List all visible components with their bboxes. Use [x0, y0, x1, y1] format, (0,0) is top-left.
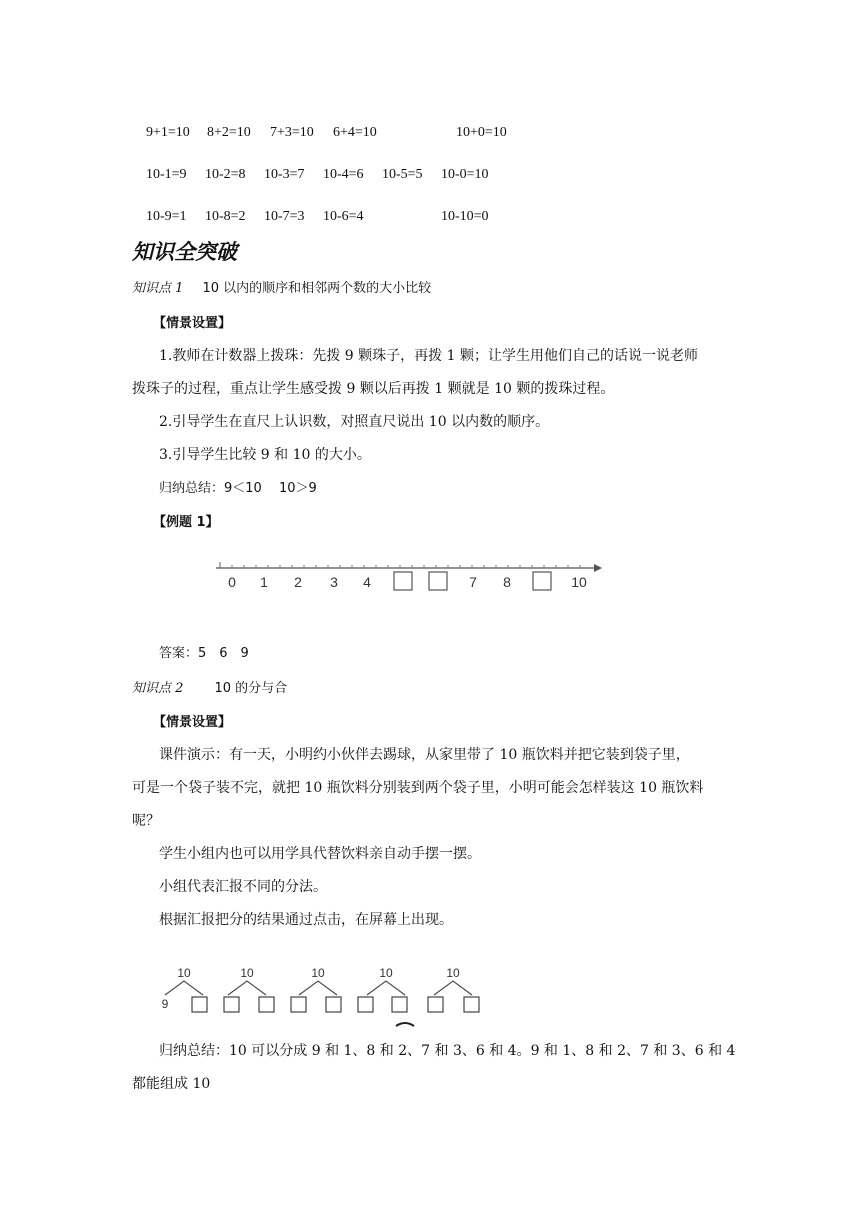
kp2-paragraph-1-line-2: 可是一个袋子装不完，就把 10 瓶饮料分别装到两个袋子里，小明可能会怎样装这 10 瓶饮料: [132, 780, 704, 796]
scan-artifact: [396, 1023, 414, 1026]
kp2-paragraph-1-line-3: 呢？: [132, 813, 160, 829]
kp1-scenario-title: 【情景设置】: [153, 316, 232, 331]
number-line-label: 1: [260, 574, 268, 590]
kp1-paragraph-3: 3.引导学生比较 9 和 10 的大小。: [159, 447, 371, 463]
equation: 8+2=10: [207, 125, 251, 140]
number-line-ticks: [220, 562, 580, 568]
number-line-label: 7: [469, 574, 477, 590]
tree-branches: [165, 981, 203, 995]
tree-part-box: [392, 997, 407, 1012]
kp2-summary-label: 归纳总结：: [159, 1043, 229, 1059]
kp2-summary-text: 10 可以分成 9 和 1、8 和 2、7 和 3、6 和 4。9 和 1、8 和 2、7 和 3、6 和 4: [229, 1043, 736, 1059]
kp1-title: 10 以内的顺序和相邻两个数的大小比较: [202, 281, 432, 296]
number-line-label: 3: [330, 574, 338, 590]
kp1-paragraph-2: 2.引导学生在直尺上认识数，对照直尺说出 10 以内数的顺序。: [159, 414, 550, 430]
tree-top-number: 10: [446, 966, 460, 980]
tree-branches: [434, 981, 472, 995]
equation: 10-6=4: [323, 209, 364, 224]
equation: 10-4=6: [323, 167, 364, 182]
number-line-label: 4: [363, 574, 371, 590]
tree-part-box: [358, 997, 373, 1012]
number-line-arrow: [594, 564, 602, 572]
kp1-summary: 归纳总结：9＜10 10＞9: [159, 481, 317, 496]
kp2-summary-line-2: 都能组成 10: [132, 1076, 211, 1092]
tree-part-box: [291, 997, 306, 1012]
answer-box-6: [429, 572, 447, 590]
number-line-figure: [210, 556, 605, 596]
tree-branches: [228, 981, 266, 995]
answer-box-9: [533, 572, 551, 590]
tree-part-box: [326, 997, 341, 1012]
tree-part-box: [259, 997, 274, 1012]
kp2-header: [132, 677, 287, 696]
kp2-summary-line-1: [159, 1040, 735, 1060]
tree-top-number: 10: [311, 966, 325, 980]
kp2-scenario-title: 【情景设置】: [153, 715, 232, 730]
equation: 10-10=0: [441, 209, 489, 224]
equation: 10-3=7: [264, 167, 305, 182]
kp2-paragraph-3: 小组代表汇报不同的分法。: [159, 879, 327, 895]
equation: 10-1=9: [146, 167, 187, 182]
answer-box-5: [394, 572, 412, 590]
tree-top-number: 10: [177, 966, 191, 980]
kp1-paragraph-1-line-2: 拨珠子的过程，重点让学生感受拨 9 颗以后再拨 1 颗就是 10 颗的拨珠过程。: [132, 381, 615, 397]
equation: 6+4=10: [333, 125, 377, 140]
tree-part-box: [224, 997, 239, 1012]
tree-top-number: 10: [240, 966, 254, 980]
tree-branches: [367, 981, 405, 995]
equation: 10-8=2: [205, 209, 246, 224]
number-line-label: 8: [503, 574, 511, 590]
number-line-label: 2: [294, 574, 302, 590]
kp2-paragraph-4: 根据汇报把分的结果通过点击，在屏幕上出现。: [159, 912, 453, 928]
equation: 10-9=1: [146, 209, 187, 224]
equation: 10+0=10: [456, 125, 507, 140]
tree-branches: [299, 981, 337, 995]
number-line-label: 10: [571, 574, 587, 590]
kp1-example-title: 【例题 1】: [153, 515, 219, 530]
kp2-label: 知识点 2: [132, 681, 184, 696]
decomposition-trees-figure: [158, 950, 488, 1030]
equation: 7+3=10: [270, 125, 314, 140]
equation: 10-0=10: [441, 167, 489, 182]
section-title: 知识全突破: [132, 240, 237, 264]
tree-top-number: 10: [379, 966, 393, 980]
kp2-paragraph-1-line-1: 课件演示：有一天，小明约小伙伴去踢球，从家里带了 10 瓶饮料并把它装到袋子里，: [159, 747, 690, 763]
equation: 9+1=10: [146, 125, 190, 140]
kp2-paragraph-2: 学生小组内也可以用学具代替饮料亲自动手摆一摆。: [159, 846, 481, 862]
kp2-title: 10 的分与合: [214, 681, 288, 696]
tree-part-box: [464, 997, 479, 1012]
tree-part-number: 9: [161, 997, 169, 1011]
kp1-paragraph-1-line-1: 1.教师在计数器上拨珠：先拨 9 颗珠子，再拨 1 颗；让学生用他们自己的话说一说老师: [159, 348, 698, 364]
equation: 10-2=8: [205, 167, 246, 182]
equation: 10-7=3: [264, 209, 305, 224]
tree-part-box: [428, 997, 443, 1012]
kp1-label: 知识点 1: [132, 281, 184, 296]
kp1-header: [132, 277, 431, 296]
kp1-answer: 答案：5 6 9: [159, 646, 249, 661]
equation: 10-5=5: [382, 167, 423, 182]
tree-part-box: [192, 997, 207, 1012]
number-line-label: 0: [228, 574, 236, 590]
